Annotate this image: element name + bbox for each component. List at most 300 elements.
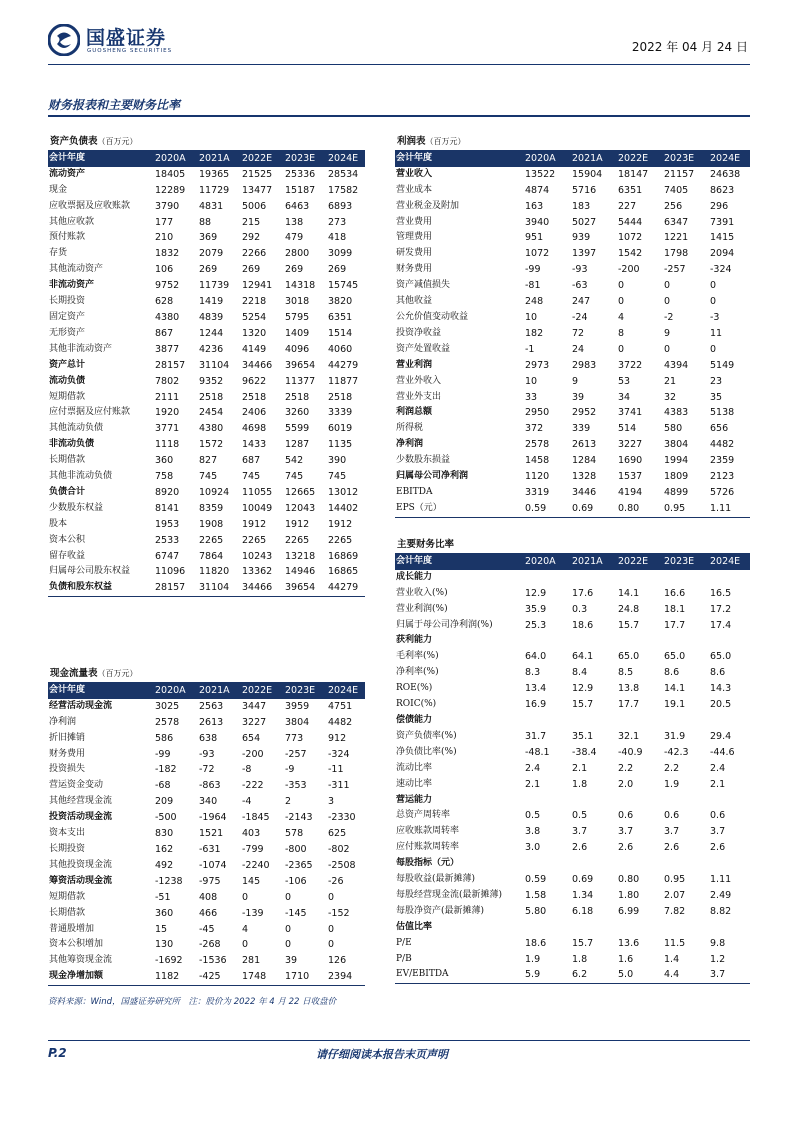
row-value: 2265 <box>242 534 267 546</box>
table-row <box>48 262 365 278</box>
table-row <box>395 167 750 183</box>
header-year: 2024E <box>708 553 750 569</box>
table-row <box>395 586 750 602</box>
row-label: 营业外收入 <box>396 375 442 386</box>
row-value: 1118 <box>155 439 180 451</box>
row-value: 586 <box>155 732 174 744</box>
row-value: 256 <box>664 200 683 212</box>
row-label: 流动比率 <box>396 762 433 773</box>
table-row <box>395 215 750 231</box>
row-value: 3099 <box>328 248 353 260</box>
row-value: 1.8 <box>572 953 588 965</box>
table-row <box>48 215 365 231</box>
header-year: 2020A <box>523 553 570 569</box>
row-label: 净利润 <box>49 716 77 727</box>
row-value: 1542 <box>618 248 643 260</box>
row-value: 2.4 <box>525 762 541 774</box>
row-value: 29.4 <box>710 730 732 742</box>
table-row <box>48 953 365 969</box>
row-value: 11739 <box>199 280 230 292</box>
table-row <box>395 808 750 824</box>
row-value: 19365 <box>199 168 230 180</box>
row-value: 492 <box>155 859 174 871</box>
row-value: 14.1 <box>664 683 686 695</box>
row-value: 5254 <box>242 311 267 323</box>
row-value: 11377 <box>285 375 316 387</box>
row-value: 745 <box>199 471 218 483</box>
row-value: 5.9 <box>523 967 570 983</box>
row-value: 1287 <box>285 439 310 451</box>
row-value: 0.6 <box>664 810 680 822</box>
row-label: 营业费用 <box>396 216 433 227</box>
row-value: 1.8 <box>572 778 588 790</box>
row-value: 39 <box>285 955 298 967</box>
row-value: 466 <box>199 907 218 919</box>
row-value <box>523 793 570 809</box>
row-value: 145 <box>242 875 261 887</box>
table-row <box>48 517 365 533</box>
row-value: 35 <box>710 391 723 403</box>
row-value: -2330 <box>328 812 356 824</box>
row-value: 1.6 <box>618 953 634 965</box>
row-value: 31104 <box>199 359 230 371</box>
row-value: 1710 <box>283 969 326 985</box>
row-value: -99 <box>525 264 541 276</box>
row-value <box>570 920 616 936</box>
row-value <box>662 633 708 649</box>
row-value: 8.82 <box>710 905 732 917</box>
row-value: 15.7 <box>572 699 594 711</box>
row-value: 1572 <box>199 439 224 451</box>
row-value: 3018 <box>285 296 310 308</box>
table-row <box>395 665 750 681</box>
row-value: 369 <box>199 232 218 244</box>
table-row <box>395 697 750 713</box>
row-label: 短期借款 <box>49 891 86 902</box>
row-value: 2563 <box>199 700 224 712</box>
row-value: -93 <box>199 748 215 760</box>
row-value: 3771 <box>155 423 180 435</box>
row-value <box>570 633 616 649</box>
row-value: 7.82 <box>664 905 686 917</box>
row-value: 13.4 <box>525 683 547 695</box>
row-value: -324 <box>710 264 732 276</box>
header-year: 2020A <box>523 150 570 166</box>
row-value: -631 <box>199 843 221 855</box>
row-value: 3025 <box>155 700 180 712</box>
row-value: 2079 <box>199 248 224 260</box>
row-value: 2973 <box>525 359 550 371</box>
row-label: 其他投资现金流 <box>49 859 113 870</box>
row-label: 负债合计 <box>49 486 86 497</box>
row-value: 4096 <box>285 343 310 355</box>
header-year: 2021A <box>570 553 616 569</box>
row-value: 8.5 <box>618 667 634 679</box>
row-value: 12.9 <box>572 683 594 695</box>
row-label: 固定资产 <box>49 311 86 322</box>
row-label: 财务费用 <box>396 264 433 275</box>
table-row <box>48 858 365 874</box>
row-label: 预付账款 <box>49 232 86 243</box>
row-value: 182 <box>525 327 544 339</box>
row-label: 归属母公司股东权益 <box>49 566 131 577</box>
row-value: 2613 <box>199 716 224 728</box>
row-value: 21 <box>664 375 677 387</box>
row-value <box>616 633 662 649</box>
row-value: 6.2 <box>570 967 616 983</box>
row-value <box>616 570 662 586</box>
row-value: 8141 <box>155 502 180 514</box>
table-row <box>395 888 750 904</box>
table-row <box>48 731 365 747</box>
row-value: 1320 <box>242 327 267 339</box>
row-label: 净利率(%) <box>396 667 439 678</box>
table-row <box>48 485 365 501</box>
table-row <box>48 842 365 858</box>
row-value: 2218 <box>242 296 267 308</box>
row-value <box>662 920 708 936</box>
table-row <box>48 890 365 906</box>
row-label: 现金 <box>49 184 68 195</box>
row-value: -68 <box>155 780 171 792</box>
row-label: 公允价值变动收益 <box>396 311 469 322</box>
row-value: 20.5 <box>710 699 732 711</box>
row-value: 0.69 <box>570 501 616 517</box>
row-value: 44279 <box>328 359 359 371</box>
row-value: 14318 <box>285 280 316 292</box>
row-value: 9622 <box>242 375 267 387</box>
header-year: 2023E <box>283 682 326 698</box>
row-value: 578 <box>285 828 304 840</box>
table-title: 资产负债表 <box>50 136 98 147</box>
row-value: 1.9 <box>664 778 680 790</box>
row-value: 2.6 <box>664 842 680 854</box>
table-row <box>395 246 750 262</box>
row-value: 269 <box>242 264 261 276</box>
row-value: -802 <box>328 843 350 855</box>
row-label: 资产处置收益 <box>396 343 451 354</box>
row-value: 1.34 <box>572 889 594 901</box>
row-value: 9 <box>664 327 671 339</box>
row-value: 390 <box>328 455 347 467</box>
table-title-cell <box>395 537 750 553</box>
table-row <box>48 310 365 326</box>
row-value: 2.1 <box>525 778 541 790</box>
row-value <box>523 856 570 872</box>
table-row <box>48 699 365 715</box>
table-header-row <box>48 682 365 698</box>
row-value: 1.2 <box>710 953 726 965</box>
row-label: 营业收入 <box>396 168 433 179</box>
table-row <box>48 762 365 778</box>
row-value: 44279 <box>326 580 365 596</box>
row-value: 4236 <box>199 343 224 355</box>
table-row <box>48 564 365 580</box>
row-value: 2.4 <box>710 762 726 774</box>
row-value: 4482 <box>328 716 353 728</box>
table-row <box>395 761 750 777</box>
row-value: 4149 <box>242 343 267 355</box>
table-row <box>48 405 365 421</box>
row-value: 3.7 <box>618 826 634 838</box>
row-value: 0 <box>285 939 292 951</box>
row-value: 11729 <box>199 184 230 196</box>
row-value <box>708 920 750 936</box>
row-label: 其他应收款 <box>49 216 95 227</box>
row-value: 15904 <box>572 168 603 180</box>
row-value: 0.3 <box>572 603 588 615</box>
row-value: 0 <box>242 939 249 951</box>
row-value: 1072 <box>525 248 550 260</box>
row-label: 留存收益 <box>49 550 86 561</box>
table-title: 主要财务比率 <box>397 539 455 550</box>
row-value: 2983 <box>572 359 597 371</box>
row-value: 5.80 <box>525 905 547 917</box>
row-value: 15187 <box>285 184 316 196</box>
table-header-row <box>395 553 750 569</box>
row-value: 2.6 <box>710 842 726 854</box>
row-value: 1244 <box>199 327 224 339</box>
row-value: 6747 <box>155 550 180 562</box>
row-label: 股本 <box>49 518 68 529</box>
row-value: -200 <box>618 264 640 276</box>
row-value: 773 <box>285 732 304 744</box>
row-value: 1748 <box>240 969 283 985</box>
table-row <box>395 199 750 215</box>
row-label: P/B <box>396 953 412 964</box>
row-value: -72 <box>199 764 215 776</box>
row-value: 34466 <box>242 359 273 371</box>
table-title-row <box>48 666 365 682</box>
row-value: 11.5 <box>664 937 686 949</box>
table-row <box>48 778 365 794</box>
row-value: 687 <box>242 455 261 467</box>
row-label: EPS（元） <box>395 501 523 517</box>
row-value: 0.80 <box>616 501 662 517</box>
row-value: 5006 <box>242 200 267 212</box>
row-label: 所得税 <box>396 423 424 434</box>
row-value: 1120 <box>525 471 550 483</box>
row-value: 31.9 <box>664 730 686 742</box>
row-label: 总资产周转率 <box>396 810 451 821</box>
header-label: 会计年度 <box>48 150 153 166</box>
row-value: -4 <box>242 796 252 808</box>
row-value: 34466 <box>240 580 283 596</box>
row-value: 1419 <box>199 296 224 308</box>
row-value: 0 <box>328 923 335 935</box>
row-value: 0 <box>285 923 292 935</box>
row-label: 投资净收益 <box>396 327 442 338</box>
row-value: 162 <box>155 843 174 855</box>
row-value: 4383 <box>664 407 689 419</box>
row-label: 其他筹资现金流 <box>49 955 113 966</box>
guosheng-logo-icon <box>48 24 80 56</box>
table-row <box>395 501 750 517</box>
row-label: 资本支出 <box>49 828 86 839</box>
table-row <box>395 421 750 437</box>
table-row <box>395 374 750 390</box>
row-value: 17.6 <box>572 587 594 599</box>
table-row <box>48 294 365 310</box>
row-value: 2 <box>285 796 292 808</box>
row-value: 2578 <box>155 716 180 728</box>
row-value: 8.6 <box>664 667 680 679</box>
row-label: 速动比率 <box>396 778 433 789</box>
row-value: 3.7 <box>664 826 680 838</box>
row-value: -145 <box>285 907 307 919</box>
row-value: 2518 <box>285 391 310 403</box>
row-value: 18.1 <box>664 603 686 615</box>
row-value: -200 <box>242 748 264 760</box>
table-row <box>48 421 365 437</box>
row-value: 1.4 <box>664 953 680 965</box>
row-value: 34 <box>618 391 631 403</box>
row-value: 25336 <box>285 168 316 180</box>
row-value <box>570 570 616 586</box>
row-label: 少数股东权益 <box>49 502 104 513</box>
row-value: -24 <box>572 311 588 323</box>
row-label: 流动负债 <box>49 375 86 386</box>
row-value: 0 <box>710 343 717 355</box>
row-value: 39654 <box>283 580 326 596</box>
row-value: 3446 <box>572 486 597 498</box>
row-value: -311 <box>328 780 350 792</box>
section-title: 财务报表和主要财务比率 <box>48 98 181 112</box>
header-year: 2021A <box>197 682 240 698</box>
row-value: 39 <box>572 391 585 403</box>
row-value: 13.8 <box>618 683 640 695</box>
table-row <box>395 453 750 469</box>
row-value: -863 <box>199 780 221 792</box>
row-label: 估值比率 <box>396 921 433 932</box>
row-value: 360 <box>155 455 174 467</box>
row-label: 研发费用 <box>396 248 433 259</box>
row-label: 归属母公司净利润 <box>396 471 469 482</box>
brand-name-en: GUOSHENG SECURITIES <box>87 48 173 54</box>
row-value: 5027 <box>572 216 597 228</box>
brand-name: 国盛证券 <box>86 27 167 49</box>
row-value: -1692 <box>155 955 183 967</box>
row-value: 867 <box>155 327 174 339</box>
header-year: 2024E <box>326 150 365 166</box>
row-label: 营业收入(%) <box>396 587 448 598</box>
row-value <box>616 920 662 936</box>
table-row <box>395 310 750 326</box>
row-value: 2.49 <box>710 889 732 901</box>
row-label: 偿债能力 <box>396 714 433 725</box>
row-label: 净利润 <box>396 439 424 450</box>
header-year: 2024E <box>326 682 365 698</box>
row-value: -268 <box>199 939 221 951</box>
row-value: 21157 <box>664 168 695 180</box>
header-year: 2022E <box>616 150 662 166</box>
row-value: 3741 <box>618 407 643 419</box>
row-value <box>616 713 662 729</box>
row-value: 1832 <box>155 248 180 260</box>
row-value: 2394 <box>326 969 365 985</box>
row-value: 3.8 <box>525 826 541 838</box>
row-label: 短期借款 <box>49 391 86 402</box>
row-label: 长期投资 <box>49 296 86 307</box>
row-value: 4698 <box>242 423 267 435</box>
row-value: 17.7 <box>618 699 640 711</box>
row-label: EBITDA <box>396 486 433 497</box>
row-value: 292 <box>242 232 261 244</box>
row-value: 2.6 <box>618 842 634 854</box>
row-value: 16.6 <box>664 587 686 599</box>
row-value: 16869 <box>328 550 359 562</box>
row-value: -93 <box>572 264 588 276</box>
header-label: 会计年度 <box>395 150 523 166</box>
row-value: -8 <box>242 764 252 776</box>
table-unit: （百万元） <box>97 137 138 146</box>
row-value: 1908 <box>199 518 224 530</box>
row-value: 15745 <box>328 280 359 292</box>
row-value: 6893 <box>328 200 353 212</box>
row-value: 1920 <box>155 407 180 419</box>
row-value: 2.1 <box>572 762 588 774</box>
row-value: 827 <box>199 455 218 467</box>
row-value: -1238 <box>155 875 183 887</box>
row-value: 3260 <box>285 407 310 419</box>
row-value: 3959 <box>285 700 310 712</box>
row-value: 227 <box>618 200 637 212</box>
row-value: 745 <box>242 471 261 483</box>
row-value: 1521 <box>199 828 224 840</box>
row-value: 35.9 <box>525 603 547 615</box>
row-value: 7864 <box>199 550 224 562</box>
table-title-cell <box>48 134 365 150</box>
cash-flow-table <box>48 666 365 986</box>
row-value: 3722 <box>618 359 643 371</box>
row-value: 0 <box>710 296 717 308</box>
row-value: 0.95 <box>664 874 686 886</box>
row-value: 758 <box>155 471 174 483</box>
row-label: 营业外支出 <box>396 391 442 402</box>
table-row <box>48 437 365 453</box>
row-label: 其他非流动负债 <box>49 471 113 482</box>
row-value: 177 <box>155 216 174 228</box>
row-value: -106 <box>285 875 307 887</box>
row-label: 折旧摊销 <box>49 732 86 743</box>
row-value: -26 <box>328 875 344 887</box>
row-value: 2265 <box>328 534 353 546</box>
row-label: 管理费用 <box>396 232 433 243</box>
table-row <box>48 230 365 246</box>
row-label: 投资损失 <box>49 764 86 775</box>
header-year: 2020A <box>153 682 197 698</box>
row-value: 9752 <box>155 280 180 292</box>
row-label: 筹资活动现金流 <box>49 875 113 886</box>
row-value: 1328 <box>572 471 597 483</box>
row-value: -2365 <box>285 859 313 871</box>
row-value: 269 <box>285 264 304 276</box>
table-row <box>48 533 365 549</box>
row-value: 1284 <box>572 455 597 467</box>
table-title: 利润表 <box>397 136 426 147</box>
row-value: 138 <box>285 216 304 228</box>
row-value: 1912 <box>328 518 353 530</box>
row-value: -257 <box>664 264 686 276</box>
row-value: 28157 <box>155 359 186 371</box>
row-value: 281 <box>242 955 261 967</box>
row-value: 9 <box>572 375 579 387</box>
row-value: -182 <box>155 764 177 776</box>
table-row <box>48 580 365 596</box>
row-value: 1221 <box>664 232 689 244</box>
row-value: -42.3 <box>664 746 689 758</box>
row-value: 15.7 <box>618 619 640 631</box>
